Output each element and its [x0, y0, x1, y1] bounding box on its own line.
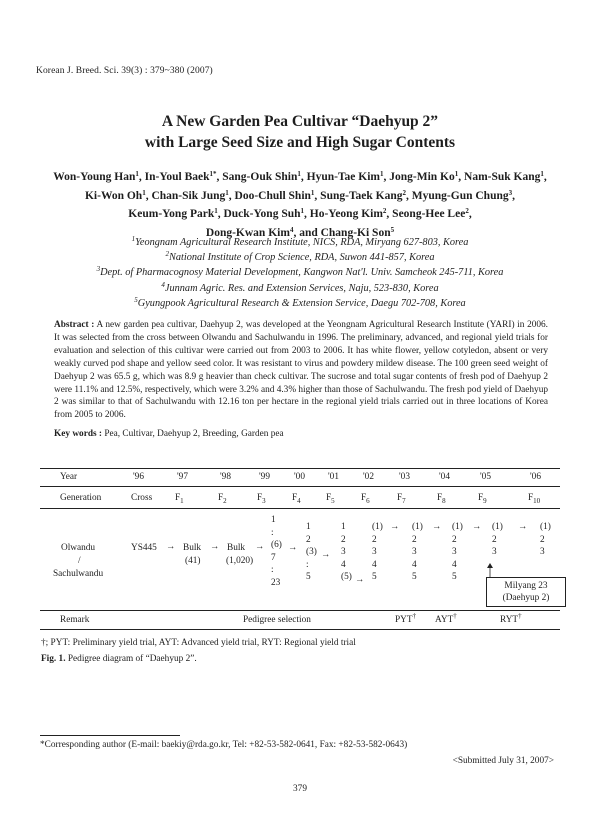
- parent-separator: /: [78, 556, 81, 566]
- selection-line: (1): [412, 522, 423, 532]
- cross-code: YS445: [131, 543, 157, 553]
- affiliation: [40, 296, 560, 311]
- selection-line: 3: [452, 547, 457, 557]
- arrow-bulk1-bulk2: →: [210, 542, 220, 552]
- selection-line: 3: [372, 547, 377, 557]
- generation-base: Cross: [131, 493, 153, 503]
- author-affil-mark: 2: [382, 207, 387, 215]
- selection-line: 3: [341, 547, 346, 557]
- generation-cell: [257, 493, 266, 503]
- selection-line: (5): [341, 572, 352, 582]
- generation-cell: [528, 493, 540, 503]
- page-number: 379: [293, 784, 307, 794]
- parent-2: Sachulwandu: [53, 569, 104, 579]
- author-name: Chan-Sik Jung: [151, 189, 226, 202]
- figure-rule-3: [40, 610, 560, 611]
- author-affil-mark: 3: [508, 188, 513, 197]
- pedigree-selection: Pedigree selection: [243, 615, 311, 625]
- selection-line: :: [271, 527, 274, 538]
- selection-line: 3: [412, 547, 417, 557]
- bulk-1: Bulk: [183, 543, 202, 553]
- affiliation-text: Junnam Agric. Res. and Extension Services, Naju, 523-830, Korea: [164, 282, 439, 294]
- selection-line: 2: [341, 534, 346, 545]
- year-cell: '05: [480, 472, 491, 482]
- bulk-1-count: (41): [185, 556, 201, 566]
- journal-header: Korean J. Breed. Sci. 39(3) : 379~380 (2007): [36, 66, 213, 76]
- author-affil-mark: 1: [214, 207, 218, 215]
- author-affil-mark: 2: [402, 188, 407, 197]
- figure-rule-2: [40, 508, 560, 509]
- affiliation-mark: 5: [134, 295, 138, 304]
- generation-cell: [361, 493, 370, 503]
- arrow-cross-bulk1: →: [166, 542, 176, 552]
- selection-line: 2: [492, 534, 497, 545]
- selection-line: 5: [372, 572, 377, 582]
- author-name: Ho-Yeong Kim: [309, 208, 383, 220]
- selection-line: 1: [341, 522, 346, 532]
- author-name: Sang-Ouk Shin: [222, 171, 298, 183]
- arrow-f4-f5: →: [321, 550, 331, 560]
- selection-line: (1): [540, 522, 551, 532]
- generation-base: F: [437, 493, 443, 503]
- figure-bottom-rule: [40, 629, 560, 630]
- author-affil-mark: 1: [225, 188, 229, 197]
- arrow-f7-f8: →: [432, 522, 442, 532]
- selection-line: 2: [452, 534, 457, 545]
- figure-caption: [41, 654, 197, 664]
- affiliation-mark: 3: [96, 265, 101, 274]
- corresponding-author: *Corresponding author (E-mail: baekiy@rda.go.kr, Tel: +82-53-582-0641, Fax: +82-53-582-0643): [40, 740, 408, 750]
- selection-line: 3: [540, 547, 545, 557]
- year-cell: '98: [220, 472, 231, 482]
- author-affil-mark: 1: [380, 170, 384, 178]
- abstract-text: A new garden pea cultivar, Daehyup 2, was developed at the Yeongnam Agricultural Research Institute (YARI) in 2006. It was selected from the cross between Olwandu and Sachulwandu in 1996. The preliminary, advanced, and regional yield trials for evaluation and selection of this cultivar were carried out from 2003 to 2006. It has white flower, yellow cotyledon, absent or very weakly curved pod shape and yellow seed color. It was resistant to virus and powdery mildew disease. The 100 green seed weight of Daehyup 2 was 65.5 g, which was 8.9 g heavier than check cultivar. The sucrose and total sugar contents of fresh pod of Daehyup 2 were 11.1% and 12.5%, respectively, which were 3.2% and 4.3% higher than those of Sachulwandu. The fresh pod yield of Daehyup 2 was similar to that of Sachulwandu with 12.16 ton per hectare in the regional yield trials carried out in three locations of Korea from 2005 to 2006.: [54, 320, 548, 421]
- generation-sub: 7: [402, 496, 406, 505]
- keywords-label: Key words :: [54, 429, 103, 439]
- generation-base: F: [292, 493, 298, 503]
- year-cell: '03: [399, 472, 410, 482]
- affiliation: [40, 281, 560, 296]
- author-affil-mark: 1: [135, 170, 139, 178]
- title-line-2: with Large Seed Size and High Sugar Contents: [144, 134, 456, 151]
- figure-footnote: †; PYT: Preliminary yield trial, AYT: Advanced yield trial, RYT: Regional yield trial: [41, 638, 356, 648]
- author-affil-mark: 1: [310, 188, 315, 197]
- arrow-f8-f9: →: [472, 522, 482, 532]
- remark-label: Remark: [60, 615, 90, 625]
- author-affil-mark: 2: [465, 207, 469, 215]
- final-cultivar-box: [486, 577, 566, 607]
- selection-line: (1): [452, 522, 463, 532]
- selection-line: 5: [452, 572, 457, 582]
- affiliation-list: [40, 235, 560, 311]
- author-affil-mark: 4: [289, 225, 294, 234]
- generation-cell: [218, 493, 227, 503]
- author-list: [30, 168, 570, 242]
- author-name: Duck-Yong Suh: [223, 208, 301, 220]
- generation-base: F: [257, 493, 263, 503]
- arrow-bulk2-f3: →: [255, 542, 265, 552]
- generation-sub: 1: [180, 496, 184, 505]
- author-name: Dong-Kwan Kim: [205, 226, 290, 239]
- keywords: [54, 429, 284, 439]
- generation-base: F: [528, 493, 534, 503]
- affiliation-mark: 4: [161, 280, 165, 289]
- trial-ayt: AYT†: [435, 612, 457, 625]
- arrow-f5-f6: →: [355, 575, 365, 585]
- author-name: Ki-Won Oh: [84, 189, 143, 202]
- generation-label: Generation: [60, 493, 102, 503]
- selection-line: 1: [271, 515, 276, 525]
- generation-base: F: [326, 493, 332, 503]
- selection-line: 2: [306, 534, 311, 545]
- selection-line: 2: [372, 534, 377, 545]
- final-cultivar-line-name: Milyang 23: [504, 581, 548, 591]
- author-name: Seong-Hee Lee: [392, 208, 466, 220]
- affiliation-text: National Institute of Crop Science, RDA, Suwon 441-857, Korea: [168, 252, 435, 264]
- arrow-f6-f7: →: [390, 522, 400, 532]
- year-cell: '01: [328, 472, 339, 482]
- affiliation-mark: 1: [131, 235, 136, 243]
- selection-line: 4: [452, 559, 457, 570]
- year-cell: '97: [177, 472, 188, 482]
- figure-caption-label: Fig. 1.: [41, 654, 66, 664]
- trial-ryt: RYT†: [500, 612, 522, 625]
- selection-line: (6): [271, 540, 282, 550]
- author-name: Myung-Gun Chung: [411, 189, 509, 202]
- selection-line: 5: [412, 572, 417, 582]
- affiliation-text: Yeongnam Agricultural Research Institute, NICS, RDA, Miryang 627-803, Korea: [135, 237, 469, 248]
- title-line-1: A New Garden Pea Cultivar “Daehyup 2”: [161, 113, 439, 130]
- figure-top-rule: [40, 468, 560, 469]
- arrow-f9-f10: →: [518, 522, 528, 532]
- arrow-f3-f4: →: [288, 543, 298, 553]
- generation-cell: [437, 493, 446, 503]
- author-line: Dong-Kwan Kim$^4$, and Chang-Ki Son$^5$: [205, 225, 395, 239]
- generation-cell: [131, 493, 152, 503]
- selection-line: 2: [412, 534, 417, 545]
- bulk-2-count: (1,020): [226, 556, 254, 566]
- author-name: Nam-Suk Kang: [464, 171, 541, 183]
- selection-line: 23: [271, 577, 281, 588]
- author-name: In-Youl Baek: [144, 171, 210, 183]
- generation-cell: [397, 493, 406, 503]
- affiliation: [40, 265, 560, 280]
- parent-1: Olwandu: [61, 543, 96, 553]
- generation-sub: 10: [533, 496, 541, 505]
- selection-line: (3): [306, 547, 317, 557]
- year-cell: '99: [259, 472, 270, 482]
- year-label: Year: [60, 472, 78, 482]
- author-line: Ki-Won Oh$^1$, Chan-Sik Jung$^1$, Doo-Chull Shin$^1$, Sung-Taek Kang$^2$, Myung-Gun Chung$^3$,: [84, 188, 515, 202]
- author-affil-mark: 1: [297, 170, 301, 178]
- selection-line: 3: [492, 547, 497, 557]
- author-affil-mark: 1: [300, 207, 305, 215]
- keywords-text: Pea, Cultivar, Daehyup 2, Breeding, Garden pea: [104, 429, 284, 439]
- affiliation: [40, 250, 560, 265]
- author-line: Keum-Yong Park$^1$, Duck-Yong Suh$^1$, Ho-Yeong Kim$^2$, Seong-Hee Lee$^2$,: [128, 207, 472, 220]
- final-cultivar-line-cultivar: (Daehyup 2): [502, 593, 550, 603]
- author-name: Keum-Yong Park: [128, 208, 215, 220]
- affiliation: [40, 235, 560, 250]
- generation-cell: [478, 493, 487, 503]
- generation-cell: [292, 493, 301, 503]
- author-name: Hyun-Tae Kim: [306, 171, 381, 183]
- author-affil-mark: 5: [390, 225, 395, 234]
- selection-line: 2: [540, 534, 545, 545]
- bulk-2: Bulk: [227, 543, 246, 553]
- author-affil-mark: 1: [540, 170, 544, 178]
- generation-sub: 6: [366, 496, 370, 505]
- generation-cell: [326, 493, 335, 503]
- abstract: [54, 319, 548, 422]
- author-affil-mark: 1*: [209, 170, 217, 178]
- selection-line: (1): [492, 522, 503, 532]
- generation-base: F: [478, 493, 484, 503]
- author-name: Doo-Chull Shin: [234, 189, 311, 202]
- selection-line: :: [271, 565, 274, 575]
- selection-line: 7: [271, 552, 276, 563]
- generation-sub: 5: [331, 496, 335, 505]
- author-name: Jong-Min Ko: [389, 171, 455, 183]
- submitted-date: <Submitted July 31, 2007>: [452, 756, 554, 766]
- selection-line: 5: [306, 572, 311, 582]
- author-affil-mark: 1: [454, 170, 459, 178]
- generation-sub: 3: [262, 496, 266, 505]
- figure-caption-text: Pedigree diagram of “Daehyup 2”.: [67, 654, 197, 664]
- year-cell: '04: [439, 472, 450, 482]
- generation-base: F: [397, 493, 403, 503]
- year-cell: '00: [294, 472, 305, 482]
- generation-sub: 2: [223, 496, 227, 505]
- selection-line: 4: [372, 559, 377, 570]
- author-name: and Chang-Ki Son: [299, 226, 391, 239]
- generation-sub: 4: [297, 496, 301, 505]
- author-line: Won-Young Han$^1$, In-Youl Baek$^{1*}$, Sang-Ouk Shin$^1$, Hyun-Tae Kim$^1$, Jong-Min Ko$^1$, Nam-Suk Kang$^1$,: [53, 170, 547, 183]
- generation-sub: 8: [442, 496, 446, 505]
- year-cell: '06: [530, 472, 541, 482]
- selection-line: 1: [306, 522, 311, 532]
- author-affil-mark: 1: [142, 188, 146, 197]
- generation-base: F: [218, 493, 224, 503]
- author-name: Won-Young Han: [53, 171, 136, 183]
- selection-line: (1): [372, 522, 383, 532]
- generation-sub: 9: [483, 496, 487, 505]
- abstract-label: Abstract :: [54, 320, 95, 330]
- selection-line: 4: [341, 559, 346, 570]
- selection-line: 4: [412, 559, 417, 570]
- selection-line: :: [306, 559, 309, 570]
- author-name: Sung-Taek Kang: [320, 189, 403, 202]
- trial-pyt: PYT†: [395, 612, 417, 625]
- year-cell: '02: [363, 472, 374, 482]
- figure-rule-1: [40, 486, 560, 487]
- affiliation-text: Dept. of Pharmacognosy Material Development, Kangwon Nat'l. Univ. Samcheok 245-711, Korea: [100, 267, 504, 279]
- affiliation-mark: 2: [165, 250, 169, 259]
- generation-base: F: [175, 493, 181, 503]
- year-cell: '96: [133, 472, 144, 482]
- generation-base: F: [361, 493, 367, 503]
- footnote-rule: [40, 735, 180, 736]
- generation-cell: [175, 493, 184, 503]
- affiliation-text: Gyungpook Agricultural Research & Extension Service, Daegu 702-708, Korea: [137, 297, 466, 309]
